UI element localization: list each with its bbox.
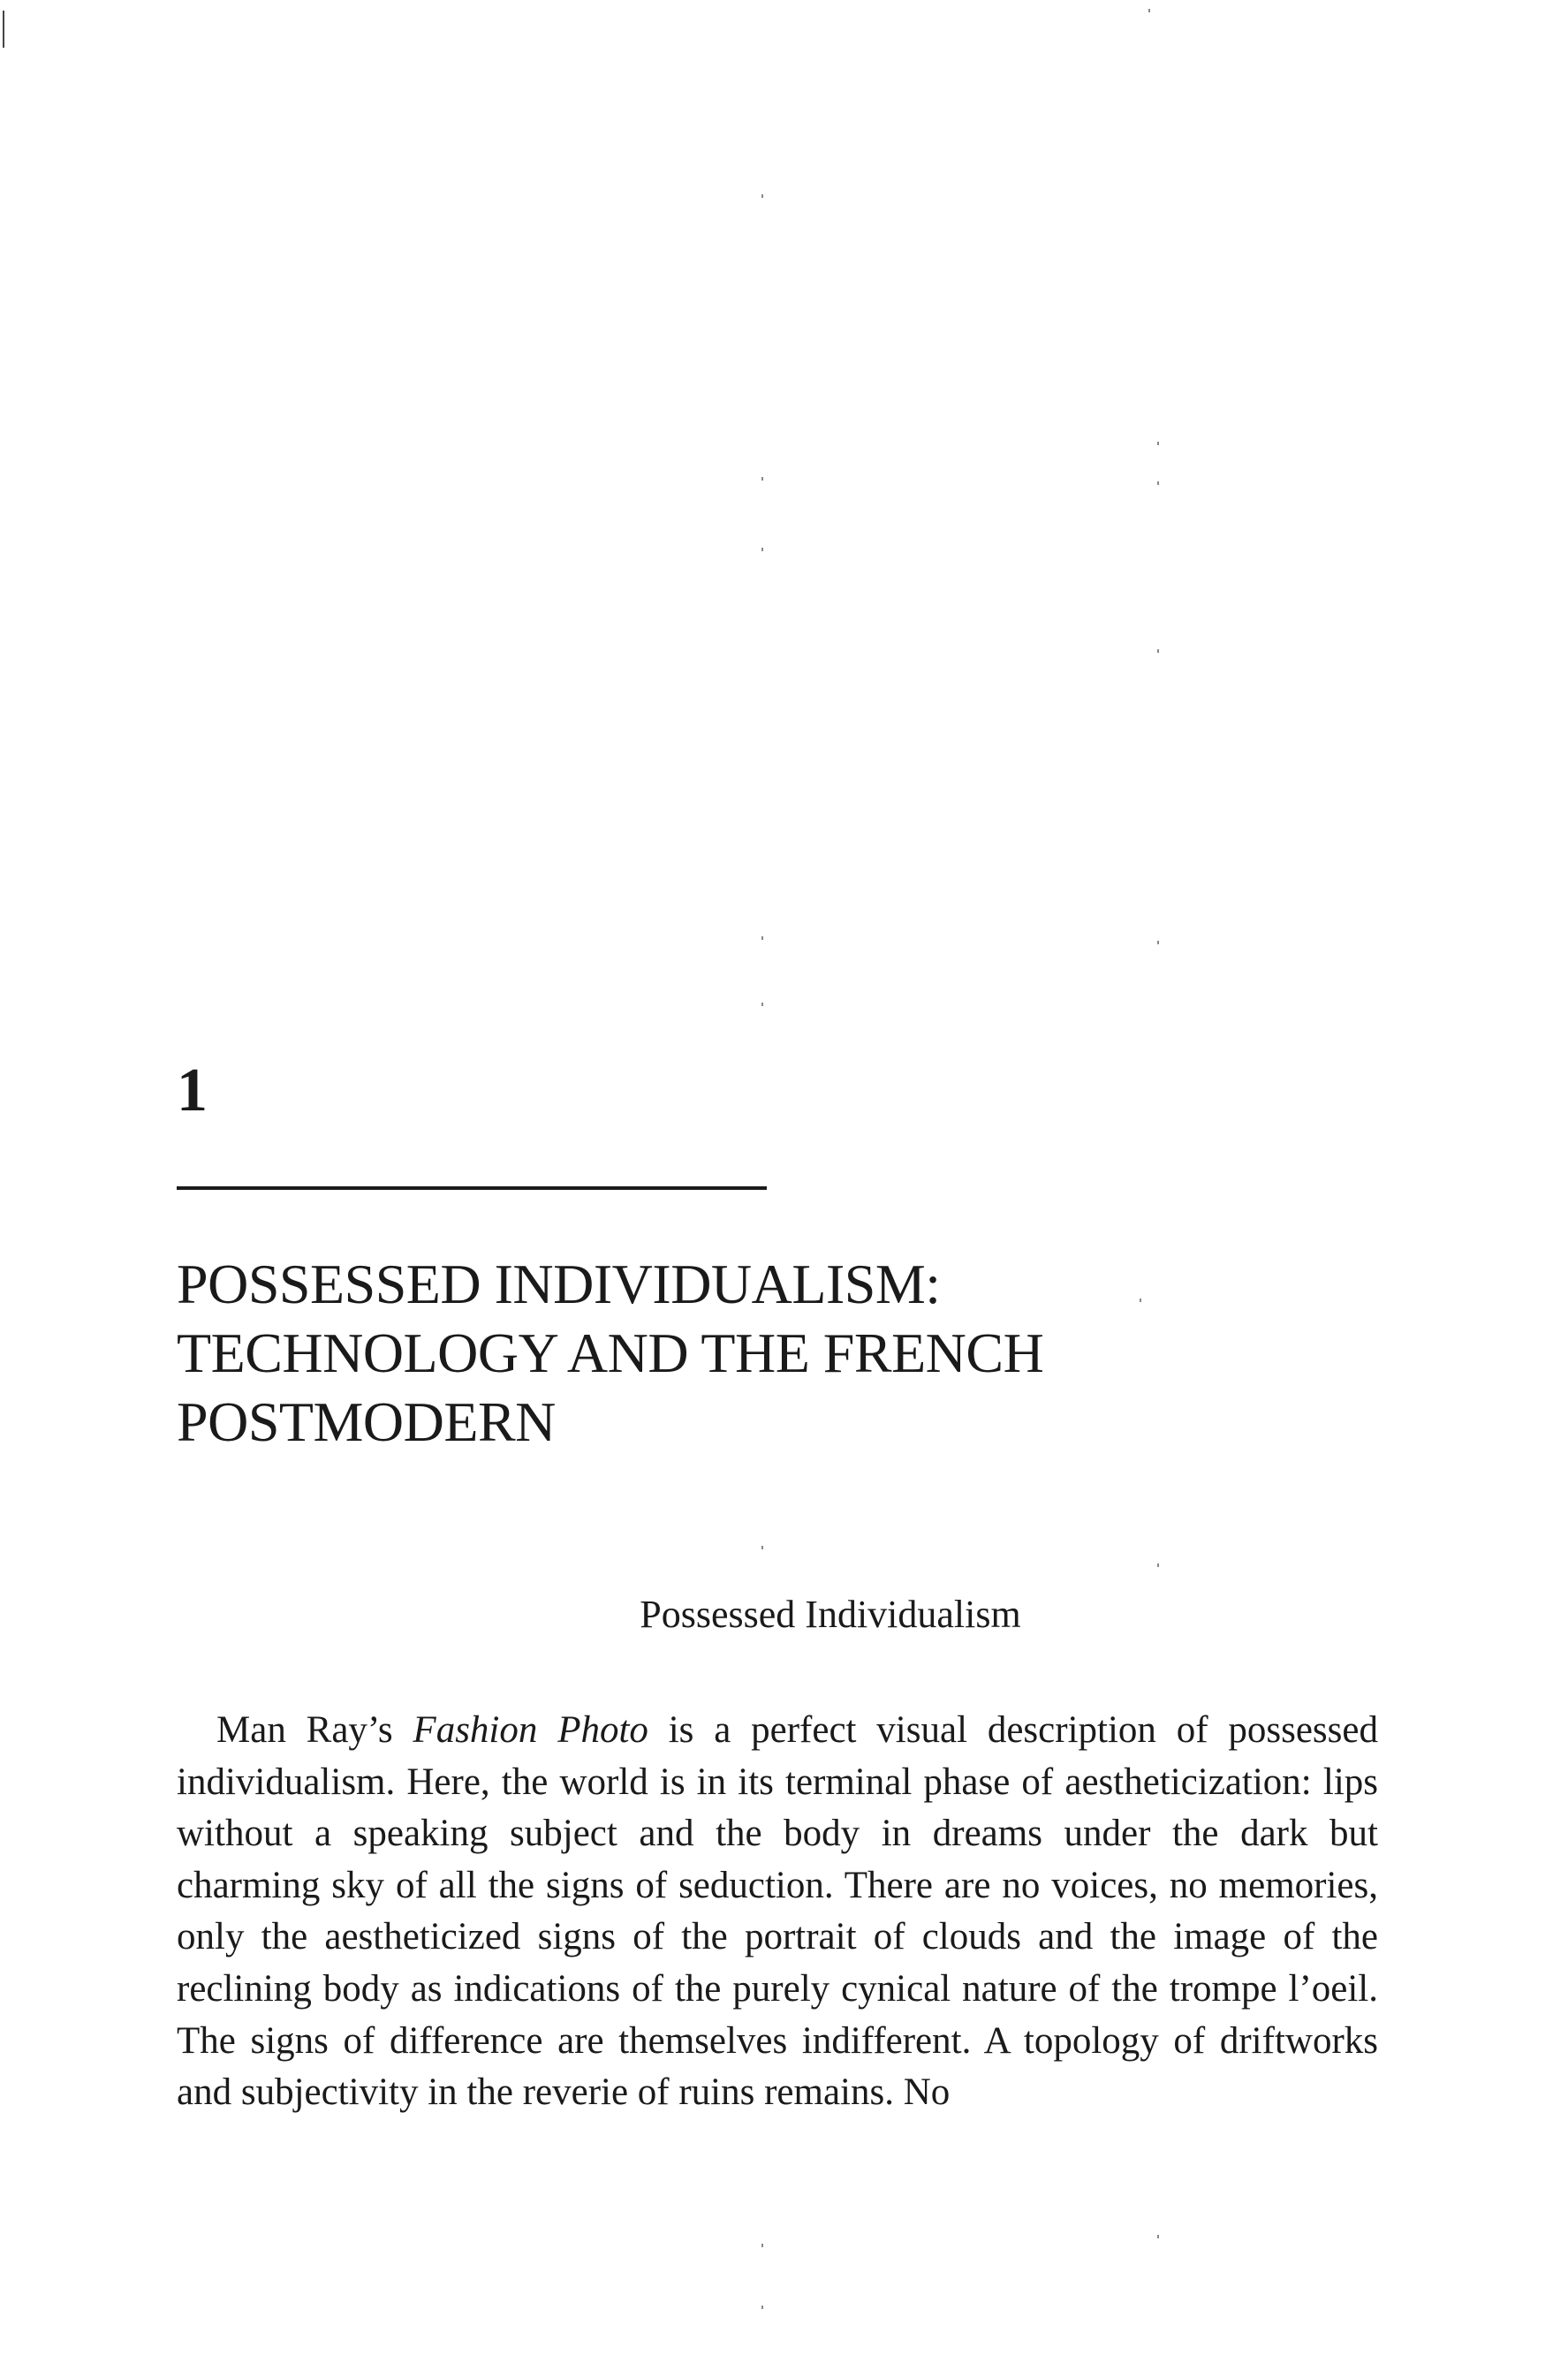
scan-speck xyxy=(1157,2235,1159,2238)
scan-speck xyxy=(1157,442,1159,445)
scan-speck xyxy=(761,477,763,481)
paragraph-text-start: Man Ray’s xyxy=(216,1709,413,1751)
scan-speck xyxy=(761,936,763,940)
scan-speck xyxy=(1157,649,1159,653)
paragraph-text-rest: is a perfect visual description of possessed individualism. Here, the world is in its terminal phase of aestheticization: lips without a speaking subject and the body in dreams under the dark but charming sky of all the signs of seduction. There are no voices, no memories, only the aestheticized signs of the portrait of clouds and the image of the reclining body as indications of the purely cynical nature of the trompe l’oeil. The signs of difference are themselves indifferent. A topology of driftworks and subjectivity in the reverie of ruins remains. No xyxy=(177,1709,1378,2114)
chapter-number: 1 xyxy=(177,1056,208,1124)
scan-speck xyxy=(761,1546,763,1549)
scan-speck xyxy=(1157,941,1159,944)
chapter-title-line: POSSESSED INDIVIDUALISM: xyxy=(177,1253,941,1315)
scan-speck xyxy=(1148,9,1150,12)
chapter-title xyxy=(177,1250,1325,1457)
scan-speck xyxy=(761,2306,763,2309)
scan-speck xyxy=(1157,1564,1159,1567)
scan-speck xyxy=(761,548,763,551)
chapter-title-line: POSTMODERN xyxy=(177,1390,556,1453)
section-heading: Possessed Individualism xyxy=(640,1593,1021,1636)
scan-margin-mark xyxy=(3,11,4,48)
chapter-rule xyxy=(177,1186,767,1190)
scan-speck xyxy=(761,194,763,198)
scan-speck xyxy=(761,2244,763,2247)
scan-speck xyxy=(1157,481,1159,485)
artwork-title: Fashion Photo xyxy=(413,1709,648,1751)
section-heading-wrapper xyxy=(177,1590,1378,1639)
scan-speck xyxy=(761,1003,763,1006)
body-paragraph xyxy=(177,1705,1378,2119)
chapter-title-line: TECHNOLOGY AND THE FRENCH xyxy=(177,1321,1044,1384)
